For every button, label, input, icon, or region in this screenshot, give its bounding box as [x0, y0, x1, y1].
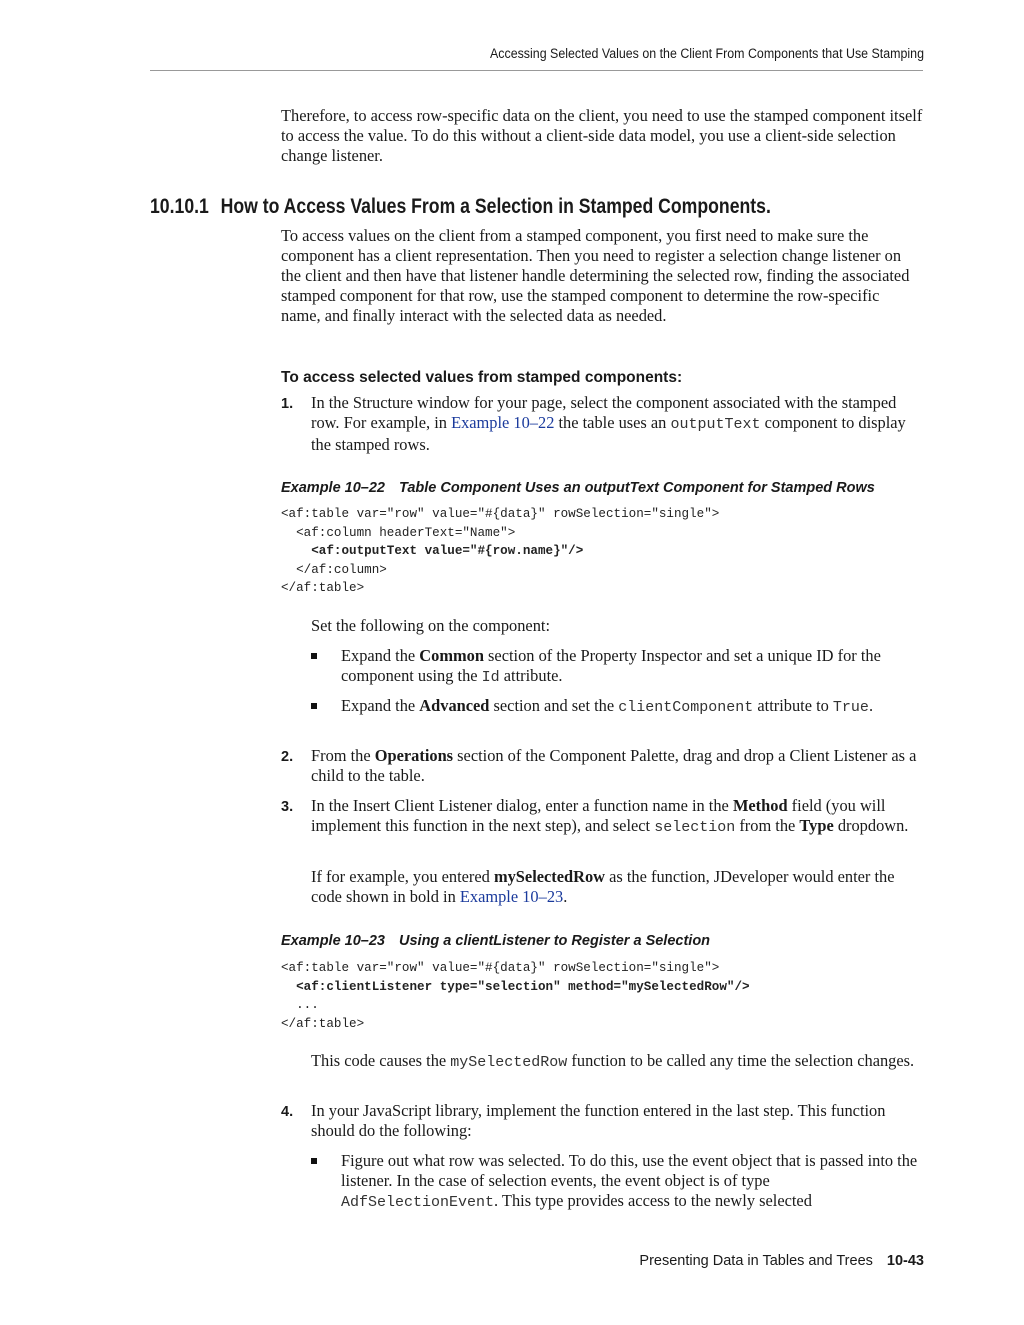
set-following-text: Set the following on the component:: [311, 616, 550, 635]
inline-code: outputText: [670, 416, 761, 433]
bullet-marker: [311, 653, 317, 659]
code-line: <af:table var="row" value="#{data}" rowSelection="single">: [281, 507, 720, 521]
step-3-followup: If for example, you entered mySelectedRow as the function, JDeveloper would enter the code shown in bold in Example 10–23.: [311, 867, 895, 906]
section-title: How to Access Values From a Selection in Stamped Components.: [220, 195, 771, 218]
example-1-caption: [281, 480, 875, 496]
code-line: </af:table>: [281, 581, 365, 595]
example-10-22-link[interactable]: Example 10–22: [451, 413, 555, 432]
example-number: Example 10–22: [281, 480, 385, 496]
example-10-23-link[interactable]: Example 10–23: [459, 887, 564, 906]
code-line-bold: <af:clientListener type="selection" method="mySelectedRow"/>: [281, 979, 750, 994]
bullet-advanced: Expand the Advanced section and set the clientComponent attribute to True.: [311, 696, 923, 718]
section-heading: [150, 195, 771, 219]
step-number: 4.: [281, 1104, 294, 1120]
step-text: In the Structure window for your page, select the component associated with the stamped row. For example, in: [311, 393, 897, 432]
example-title: Table Component Uses an outputText Component for Stamped Rows: [399, 480, 875, 496]
bullet-marker: [311, 703, 317, 709]
step-text: component to display the stamped rows.: [311, 413, 906, 454]
example-title: Using a clientListener to Register a Selection: [399, 933, 711, 949]
procedure-title: To access selected values from stamped components:: [281, 369, 683, 386]
step-3: 3. In the Insert Client Listener dialog, enter a function name in the Method field (you will implement this function in the next step), and select selection from the Type dropdown.: [281, 796, 909, 836]
running-header: Accessing Selected Values on the Client From Components that Use Stamping: [489, 46, 924, 61]
step-number: 2.: [281, 749, 294, 765]
section-number: 10.10.1: [150, 195, 209, 218]
example-number: Example 10–23: [281, 933, 385, 949]
code-line: <af:table var="row" value="#{data}" rowSelection="single">: [281, 961, 720, 975]
step-text: the table uses an: [554, 413, 671, 432]
step-4: 4. In your JavaScript library, implement the function entered in the last step. This function should do the following:: [281, 1101, 886, 1140]
step-2: 2. From the Operations section of the Component Palette, drag and drop a Client Listener as a child to the table.: [281, 746, 917, 785]
step-number: 1.: [281, 396, 294, 412]
bullet-common: Expand the Common section of the Property Inspector and set a unique ID for the component using the Id attribute.: [311, 646, 923, 688]
code-line-bold: <af:outputText value="#{row.name}"/>: [281, 544, 584, 558]
section-paragraph: To access values on the client from a stamped component, you first need to make sure the component has a client representation. Then you need to register a selection change listener on the client and then have that listener handle determining the selected row, finding the associated stamped component for that row, use the stamped component to determine the row-specific name, and finally interact with the selected data as needed.: [281, 226, 910, 325]
code-note: This code causes the mySelectedRow function to be called any time the selection changes.: [311, 1051, 915, 1071]
code-line: ...: [281, 998, 319, 1012]
page-footer: [639, 1253, 924, 1269]
step-number: 3.: [281, 799, 294, 815]
step-1: [281, 393, 923, 455]
code-block-2: [281, 959, 750, 1033]
page-number: 10-43: [886, 1253, 924, 1269]
example-2-caption: [281, 933, 710, 949]
bullet-figure-out-row: Figure out what row was selected. To do this, use the event object that is passed into the listener. In the case of selection events, the event object is of type AdfSelectionEvent. This type provides access to the newly selected: [311, 1151, 923, 1213]
header-rule: [150, 70, 923, 71]
bullet-marker: [311, 1158, 317, 1164]
footer-book-part: Presenting Data in Tables and Trees: [639, 1253, 873, 1269]
code-line: </af:table>: [281, 1016, 365, 1031]
code-line: </af:column>: [281, 562, 387, 577]
code-line: <af:column headerText="Name">: [281, 525, 516, 540]
intro-paragraph: Therefore, to access row-specific data on the client, you need to use the stamped component itself to access the value. To do this without a client-side data model, you use a client-side selection change listener.: [281, 106, 923, 165]
code-block-1: [281, 505, 719, 598]
